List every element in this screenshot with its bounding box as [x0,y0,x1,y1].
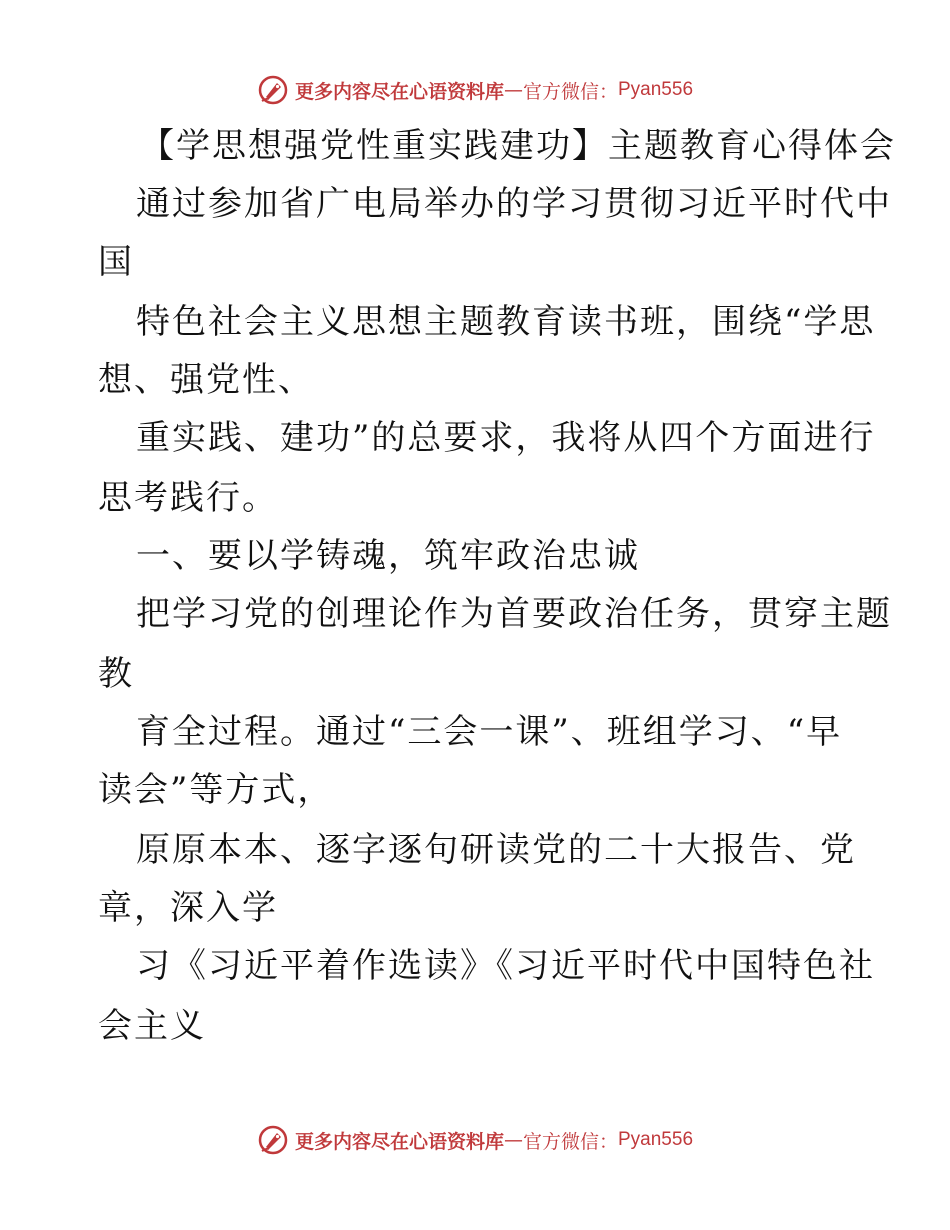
pen-nib-logo-icon [257,1124,289,1156]
pen-nib-logo-icon [257,74,289,106]
paragraph-line: 读会”等方式， [98,770,334,810]
banner-wechat-account: Pyan556 [618,79,694,100]
paragraph-line: 想、强党性、 [98,360,314,400]
banner-dash: — [503,79,523,101]
banner-wechat-label: 官方微信： [522,1130,618,1153]
paragraph-line: 章，深入学 [98,888,278,928]
section-heading: 一、要以学铸魂，筑牢政治忠诚 [136,536,640,576]
paragraph-line: 思考践行。 [98,478,278,518]
footer-banner [0,1120,950,1160]
paragraph-line: 教 [98,654,134,694]
banner-wechat-account: Pyan556 [618,1129,694,1150]
paragraph-line: 国 [98,242,134,282]
document-title: 【学思想强党性重实践建功】主题教育心得体会 [140,126,896,166]
paragraph-line: 特色社会主义思想主题教育读书班，围绕“学思 [136,302,876,342]
paragraph-line: 会主义 [98,1006,206,1046]
paragraph-line: 把学习党的创理论作为首要政治任务，贯穿主题 [136,594,892,634]
header-banner [0,70,950,110]
banner-brand-text: 更多内容尽在心语资料库 [294,1130,504,1153]
banner-dash: — [503,1129,523,1151]
paragraph-line: 原原本本、逐字逐句研读党的二十大报告、党 [136,830,856,870]
banner-wechat-label: 官方微信： [522,80,618,103]
paragraph-line: 重实践、建功”的总要求，我将从四个方面进行 [136,418,876,458]
paragraph-line: 通过参加省广电局举办的学习贯彻习近平时代中 [136,184,892,224]
banner-brand-text: 更多内容尽在心语资料库 [294,80,504,103]
paragraph-line: 习《习近平着作选读》《习近平时代中国特色社 [136,946,875,986]
paragraph-line: 育全过程。通过“三会一课”、班组学习、“早 [136,712,843,752]
